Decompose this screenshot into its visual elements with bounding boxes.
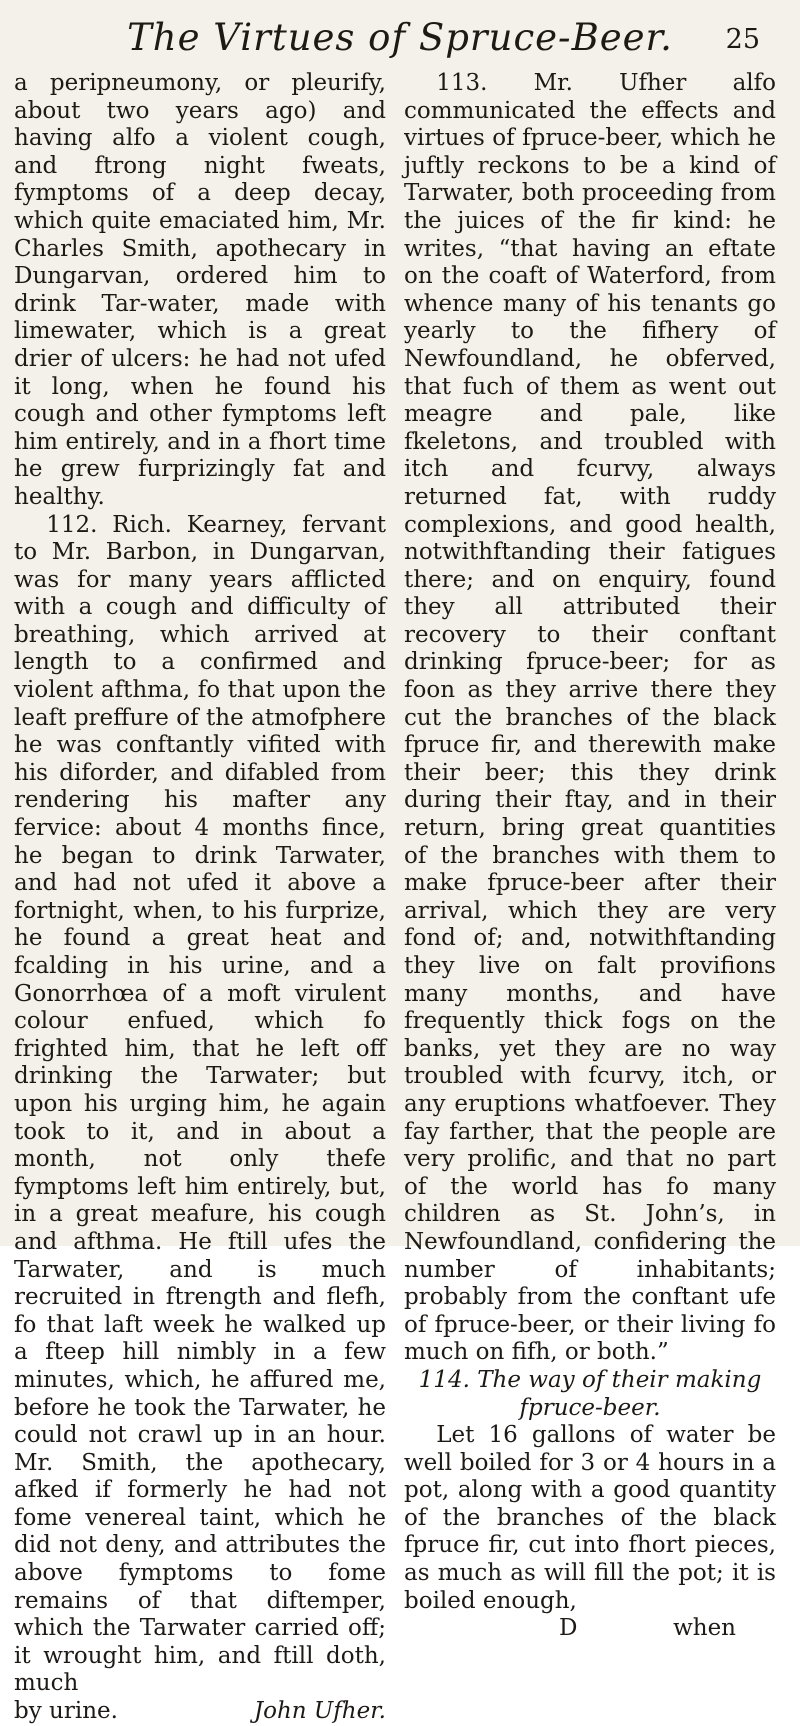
right-column bbox=[404, 70, 776, 1642]
signature-mark: D bbox=[559, 1615, 578, 1642]
catchword: when bbox=[673, 1615, 736, 1642]
left-column bbox=[14, 70, 386, 1725]
right-column-footer bbox=[404, 1615, 776, 1643]
paragraph-113: 113. Mr. Ufher alfo communicated the effects and virtues of fpruce-beer, which he juftly reckons to be a kind of Tarwater, both proceeding from the juices of the fir kind: he writes, “that having an eftate on the coaft of Waterford, from whence many of his tenants go yearly to the fifhery of Newfoundland, he obferved, that fuch of them as went out meagre and pale, like fkeletons, and troubled with itch and fcurvy, always returned fat, with ruddy complexions, and good health, notwithftanding their fatigues there; and on enquiry, found they all attributed their recovery to their conftant drinking fpruce-beer; for as foon as they arrive there they cut the branches of the black fpruce fir, and therewith make their beer; this they drink during their ftay, and in their return, bring great quantities of the branches with them to make fpruce-beer after their arrival, which they are very fond of; and, notwithftanding they live on falt provifions many months, and have frequently thick fogs on the banks, yet they are no way troubled with fcurvy, itch, or any eruptions whatfoever. They fay farther, that the people are very prolific, and that no part of the world has fo many children as St. John’s, in Newfoundland, confidering the number of inhabitants; probably from the conftant ufe of fpruce-beer, or their living fo much on fifh, or both.” bbox=[404, 70, 776, 1366]
running-head bbox=[40, 10, 760, 66]
paragraph-112: 112. Rich. Kearney, fervant to Mr. Barbon, in Dungarvan, was for many years afflicted with a cough and difficulty of breathing, which arrived at length to a confirmed and violent afthma, fo that upon the leaft preffure of the atmofphere he was conftantly vifited with his diforder, and difabled from rendering his mafter any fervice: about 4 months fince, he began to drink Tarwater, and had not ufed it above a fortnight, when, to his furprize, he found a great heat and fcalding in his urine, and a Gonorrhœa of a moft virulent colour enfued, which fo frighted him, that he left off drinking the Tarwater; but upon his urging him, he again took to it, and in about a month, not only thefe fymptoms left him entirely, but, in a great meafure, his cough and afthma. He ftill ufes the Tarwater, and is much recruited in ftrength and flefh, fo that laft week he walked up a fteep hill nimbly in a few minutes, which, he affured me, before he took the Tarwater, he could not crawl up in an hour. Mr. Smith, the apothecary, afked if formerly he had not fome venereal taint, which he did not deny, and attributes the above fymptoms to fome remains of that diftemper, which the Tarwater carried off; it wrought him, and ftill doth, much bbox=[14, 511, 386, 1697]
last-line: by urine. bbox=[14, 1698, 118, 1725]
author-signature: John Ufher. bbox=[253, 1698, 386, 1725]
page-number: 25 bbox=[725, 24, 760, 55]
left-column-footer bbox=[14, 1698, 386, 1726]
paragraph-recipe: Let 16 gallons of water be well boiled for 3 or 4 hours in a pot, along with a good quantity of the branches of the black fpruce fir, cut into fhort pieces, as much as will fill the pot; it is boiled enough, bbox=[404, 1422, 776, 1614]
section-heading-114: 114. The way of their making fpruce-beer. bbox=[418, 1366, 762, 1421]
paragraph-continuation: a peripneumony, or pleurify, about two years ago) and having alfo a violent cough, and ftrong night fweats, fymptoms of a deep decay, which quite emaciated him, Mr. Charles Smith, apothecary in Dungarvan, ordered him to drink Tar-water, made with limewater, which is a great drier of ulcers: he had not ufed it long, when he found his cough and other fymptoms left him entirely, and in a fhort time he grew furprizingly fat and healthy. bbox=[14, 70, 386, 510]
running-head-title: The Virtues of Spruce-Beer. bbox=[127, 16, 673, 59]
